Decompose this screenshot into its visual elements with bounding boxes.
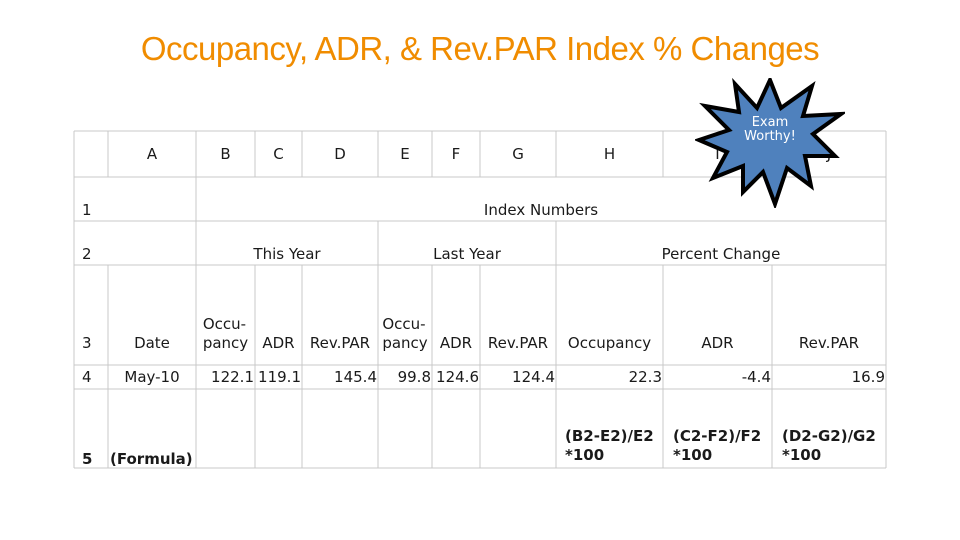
occupancy-header-last-year: Occu- pancy [382,315,428,352]
adr-last-year-value: 124.6 [436,367,479,386]
col-header-g: G [512,144,524,163]
occupancy-this-year-value: 122.1 [211,367,254,386]
occupancy-header-this-year: Occu- pancy [202,315,249,352]
revpar-header-change: Rev.PAR [798,334,860,352]
revpar-formula: (D2-G2)/G2 *100 [782,427,876,464]
adr-change-value: -4.4 [741,367,771,386]
revpar-header-this-year: Rev.PAR [309,334,371,352]
col-header-h: H [603,144,616,163]
percent-change-header: Percent Change [661,244,781,263]
adr-formula: (C2-F2)/F2 *100 [673,427,762,464]
occupancy-change-value: 22.3 [628,367,662,386]
row-number-2: 2 [82,245,92,263]
date-value: May-10 [124,367,180,386]
revpar-change-value: 16.9 [851,367,885,386]
occupancy-last-year-value: 99.8 [397,367,431,386]
revpar-this-year-value: 145.4 [334,367,377,386]
col-header-e: E [400,144,410,163]
formula-label: (Formula) [110,450,193,468]
occupancy-formula: (B2-E2)/E2 *100 [565,427,654,464]
adr-header-this-year: ADR [262,334,295,352]
last-year-header: Last Year [433,244,501,263]
col-header-f: F [451,144,461,163]
adr-header-last-year: ADR [439,334,473,352]
occupancy-header-change: Occupancy [567,334,652,352]
col-header-c: C [273,144,284,163]
col-header-i: I [715,144,720,163]
this-year-header: This Year [253,244,321,263]
revpar-header-last-year: Rev.PAR [487,334,549,352]
col-header-d: D [334,144,346,163]
slide-title: Occupancy, ADR, & Rev.PAR Index % Changes [140,30,820,67]
row-number-4: 4 [82,368,92,386]
index-numbers-header: Index Numbers [483,200,599,219]
col-header-b: B [220,144,231,163]
adr-header-change: ADR [701,334,734,352]
row-number-3: 3 [82,334,92,352]
adr-this-year-value: 119.1 [258,367,301,386]
row-number-1: 1 [82,201,92,219]
exam-worthy-label: Exam Worthy! [744,115,796,144]
row-number-5: 5 [82,450,93,468]
col-header-a: A [146,144,158,163]
date-header: Date [134,334,170,352]
revpar-last-year-value: 124.4 [512,367,555,386]
